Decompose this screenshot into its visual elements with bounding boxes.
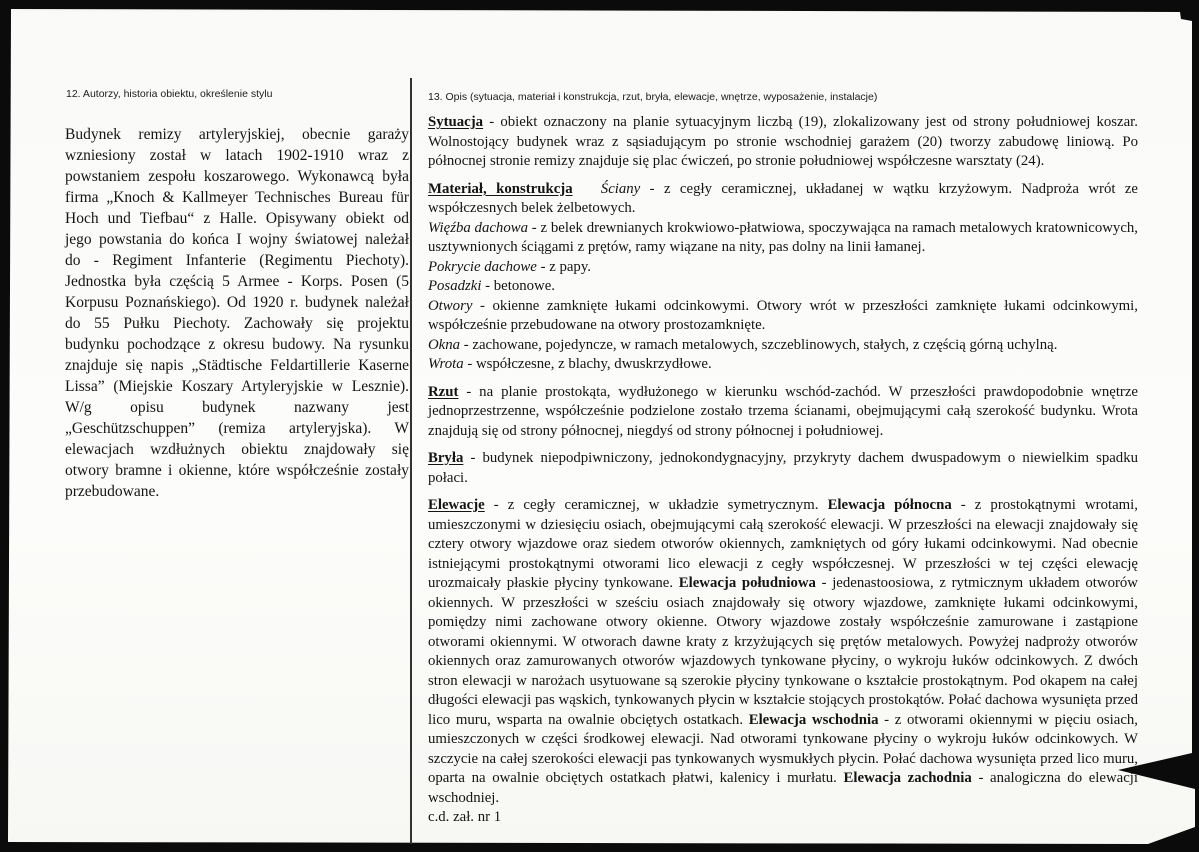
description-section	[428, 180, 1138, 375]
text-run: - z papy.	[536, 258, 591, 275]
text-run: - budynek niepodpiwniczony, jednokondygnacyjny, przykryty dachem dwuspadowym o niewielkim spadku połaci.	[428, 450, 1138, 486]
text-run: Wrota	[428, 356, 464, 372]
description-section	[428, 113, 1138, 172]
section-paragraph	[428, 449, 1138, 488]
description-sections	[428, 113, 1138, 836]
text-run: Elewacja północna	[827, 497, 952, 513]
section-paragraph	[428, 297, 1138, 336]
text-run: - analogiczna do elewacji wschodniej.	[428, 770, 1139, 806]
right-column-header: 13. Opis (sytuacja, materiał i konstrukcja, rzut, bryła, elewacje, wnętrze, wyposażenie, instalacje)	[428, 91, 878, 103]
section-paragraph	[428, 808, 1138, 828]
text-run: Elewacja południowa	[678, 575, 816, 591]
text-run: - betonowe.	[481, 278, 555, 294]
text-run	[573, 181, 601, 197]
text-run: - z otworami okiennymi w pięciu osiach, umieszczonych w części środkowej elewacji. Nad otworami tynkowane płyciny o wykroju łuków odcinkowych. W szczycie na całej szerokości elewacji pas tynkowanych wysmukłych płycin. Połać dachowa wysunięta przed lico muru, oparta na owalnie obciętych ostatkach płatwi, kalenicy i murłatu.	[428, 711, 1139, 786]
left-column-header: 12. Autorzy, historia obiektu, określenie stylu	[66, 88, 273, 100]
text-run: - z belek drewnianych krokwiowo-płatwiowa, spoczywająca na ramach metalowych kratownicowych, usztywnionych ściągami z prętów, ramy wiązane na nity, pas dolny na linii łamanej.	[428, 219, 1138, 255]
text-run: Otwory	[428, 297, 473, 314]
text-run: - z prostokątnymi wrotami, umieszczonymi w dziesięciu osiach, obejmującymi całą szerokość elewacji. W przeszłości na elewacji znajdowały się cztery otwory wjazdowe oraz siedem otworów okiennych, zamkniętych od góry łukami odcinkowymi. Nad obecnie istniejącymi prostokątnymi otworami lico elewacji z cegły współczesnej. W przeszłości w tej części elewację urozmaicały płaskie płyciny tynkowane.	[428, 497, 1138, 591]
section-paragraph	[428, 277, 1138, 297]
section-paragraph	[428, 496, 1138, 808]
text-run: - na planie prostokąta, wydłużonego w kierunku wschód-zachód. W przeszłości prawdopodobnie wnętrze jednoprzestrzenne, współcześnie podzielone zostało trzema ścianami, obejmującymi całą szerokość budynku. Wrota znajdują się od strony północnej, niegdyś od strony północnej i południowej.	[428, 383, 1138, 439]
description-section	[428, 496, 1138, 828]
text-run: - obiekt oznaczony na planie sytuacyjnym liczbą (19), zlokalizowany jest od strony południowej koszar. Wolnostojący budynek wraz z sąsiadującym po stronie wschodniej garażem (20) tworzy zabudowę liniową. Po północnej stronie remizy znajduje się plac ćwiczeń, po stronie południowej współczesne warsztaty (24).	[428, 114, 1138, 169]
text-run: - okienne zamknięte łukami odcinkowymi. Otwory wrót w przeszłości zamknięte łukami odcinkowymi, współcześnie przebudowane na otwory prostozamknięte.	[428, 297, 1138, 333]
text-run: Elewacja wschodnia	[748, 711, 879, 728]
text-run: - jedenastoosiowa, z rytmicznym układem otworów okiennych. W przeszłości w sześciu osiach znajdowały się otwory wjazdowe, zamknięte łukami odcinkowymi, pomiędzy nimi zachowane otwory okienne. Otwory wjazdowe zostały współcześnie zamurowane i zastąpione otworami okiennymi. W otworach dawne kraty z krzyżujących się prętów metalowych. Powyżej nadproży otworów okiennych oraz zamurowanych otworów wjazdowych tynkowane płyciny, o wykroju łuków odcinkowych. Z dwóch stron elewacji w narożach usytuowane są szerokie płyciny tynkowane o kształcie prostokątnym. Pod okapem na całej długości elewacji pas wąskich, tynkowanych płycin w kształcie stojących prostokątów. Połać dachowa wysunięta przed lico muru, wsparta na owalnie obciętych ostatkach.	[428, 575, 1138, 728]
section-paragraph	[428, 336, 1138, 356]
text-run: c.d. zał. nr 1	[428, 809, 502, 825]
section-paragraph	[428, 355, 1138, 375]
text-run: Więźba dachowa	[428, 219, 528, 236]
section-paragraph	[428, 383, 1138, 442]
column-divider-line	[410, 78, 412, 844]
text-run: - zachowane, pojedyncze, w ramach metalowych, szczeblinowych, stałych, z częścią górną uchylną.	[460, 336, 1058, 353]
section-paragraph	[428, 180, 1138, 219]
description-section	[428, 449, 1138, 488]
text-run: Ściany	[600, 180, 641, 197]
section-paragraph	[428, 258, 1138, 278]
section-paragraph	[428, 113, 1138, 172]
text-run: Pokrycie dachowe	[428, 258, 537, 275]
text-run: Okna	[428, 336, 461, 353]
text-run: - z cegły ceramicznej, w układzie symetrycznym.	[484, 497, 828, 513]
section-heading: Rzut	[428, 383, 459, 400]
section-paragraph	[428, 219, 1138, 258]
text-run: Elewacja zachodnia	[843, 770, 972, 786]
text-run: Posadzki	[428, 278, 482, 294]
history-paragraph: Budynek remizy artyleryjskiej, obecnie garaży wzniesiony został w latach 1902-1910 wraz z powstaniem zespołu koszarowego. Wykonawcą była firma „Knoch & Kallmeyer Technisches Bureau für Hoch und Tiefbau“ z Halle. Opisywany obiekt od jego powstania do końca I wojny światowej należał do - Regiment Infanterie (Regimentu Piechoty). Jednostka była częścią 5 Armee - Korps. Posen (5 Korpusu Poznańskiego). Od 1920 r. budynek należał do 55 Pułku Piechoty. Zachowały się projektu budynku pochodzące z okresu budowy. Na rysunku znajduje się napis „Städtische Feldartillerie Kaserne Lissa” (Miejskie Koszary Artyleryjskie w Lesznie). W/g opisu budynek nazwany jest „Geschützschuppen” (remiza artyleryjska). W elewacjach wzdłużnych obiektu znajdowały się otwory bramne i okienne, które współcześnie zostały przebudowane.	[65, 126, 409, 500]
description-section	[428, 383, 1138, 442]
section-heading: Sytuacja	[428, 114, 484, 130]
text-run: - współczesne, z blachy, dwuskrzydłowe.	[463, 356, 712, 372]
section-heading: Elewacje	[428, 497, 485, 513]
section-heading: Bryła	[428, 450, 464, 466]
section-heading: Materiał, konstrukcja	[428, 180, 573, 197]
text-run: - z cegły ceramicznej, układanej w wątku krzyżowym. Nadproża wrót ze współczesnych belek żelbetowych.	[428, 180, 1138, 216]
